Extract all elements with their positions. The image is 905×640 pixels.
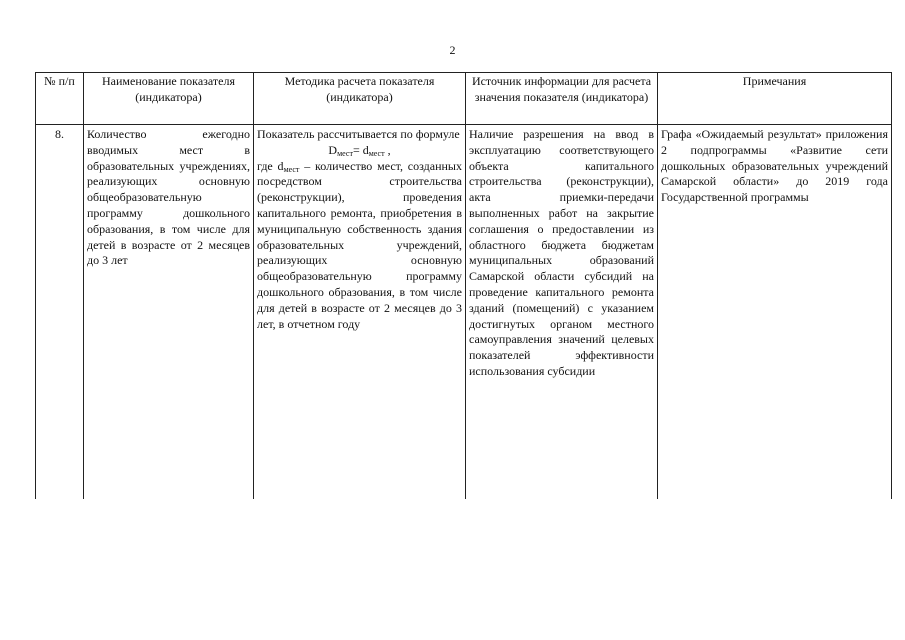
header-number: № п/п (36, 73, 84, 125)
row-number: 8. (36, 125, 84, 500)
formula-subscript-2: мест (368, 148, 385, 158)
method-where-text: – количество мест, созданных посредством строительства (реконструкции), проведения капитального ремонта, приобретения в муниципальную собственность здания образовательных учреждений, реализующих основную общеобразовательную программу дошкольного образования, в том числе для детей в возрасте от 2 месяцев до 3 лет, в отчетном году (257, 158, 462, 331)
indicator-name: Количество ежегодно вводимых мест в образовательных учреждениях, реализующих основную общеобразовательную программу дошкольного образования, в том числе для детей в возрасте от 2 месяцев до 3 лет (84, 125, 254, 500)
header-calculation-method: Методика расчета показателя (индикатора) (254, 73, 466, 125)
method-intro: Показатель рассчитывается по формуле (257, 127, 460, 141)
method-where-subscript: мест (283, 164, 300, 174)
page-number: 2 (449, 43, 456, 57)
header-information-source: Источник информации для расчета значения показателя (индикатора) (466, 73, 658, 125)
formula-d: D (328, 142, 338, 157)
table-header-row (36, 73, 892, 125)
method-where-prefix: где d (257, 158, 284, 173)
information-source: Наличие разрешения на ввод в эксплуатацию соответствующего объекта капитального строительства (реконструкции), акта приемки-передачи выполненных работ на закрытие соглашения о предоставлении из областного бюджета бюджетам муниципальных образований Самарской области субсидий на проведение капитального ремонта зданий (помещений) с указанием достигнутых органом местного самоуправления значений целевых показателей эффективности использования субсидии (466, 125, 658, 500)
calculation-method (254, 125, 466, 500)
formula-end: , (387, 142, 391, 157)
indicator-table (35, 72, 892, 499)
header-notes: Примечания (658, 73, 892, 125)
method-definition (257, 159, 462, 333)
table-row (36, 125, 892, 500)
header-indicator-name: Наименование показателя (индикатора) (84, 73, 254, 125)
formula-subscript: мест (337, 148, 353, 158)
notes: Графа «Ожидаемый результат» приложения 2 подпрограммы «Развитие сети дошкольных образовательных учреждений Самарской области» до 2019 года Государственной программы (658, 125, 892, 500)
formula (257, 143, 462, 159)
formula-equals: = d (352, 142, 369, 157)
